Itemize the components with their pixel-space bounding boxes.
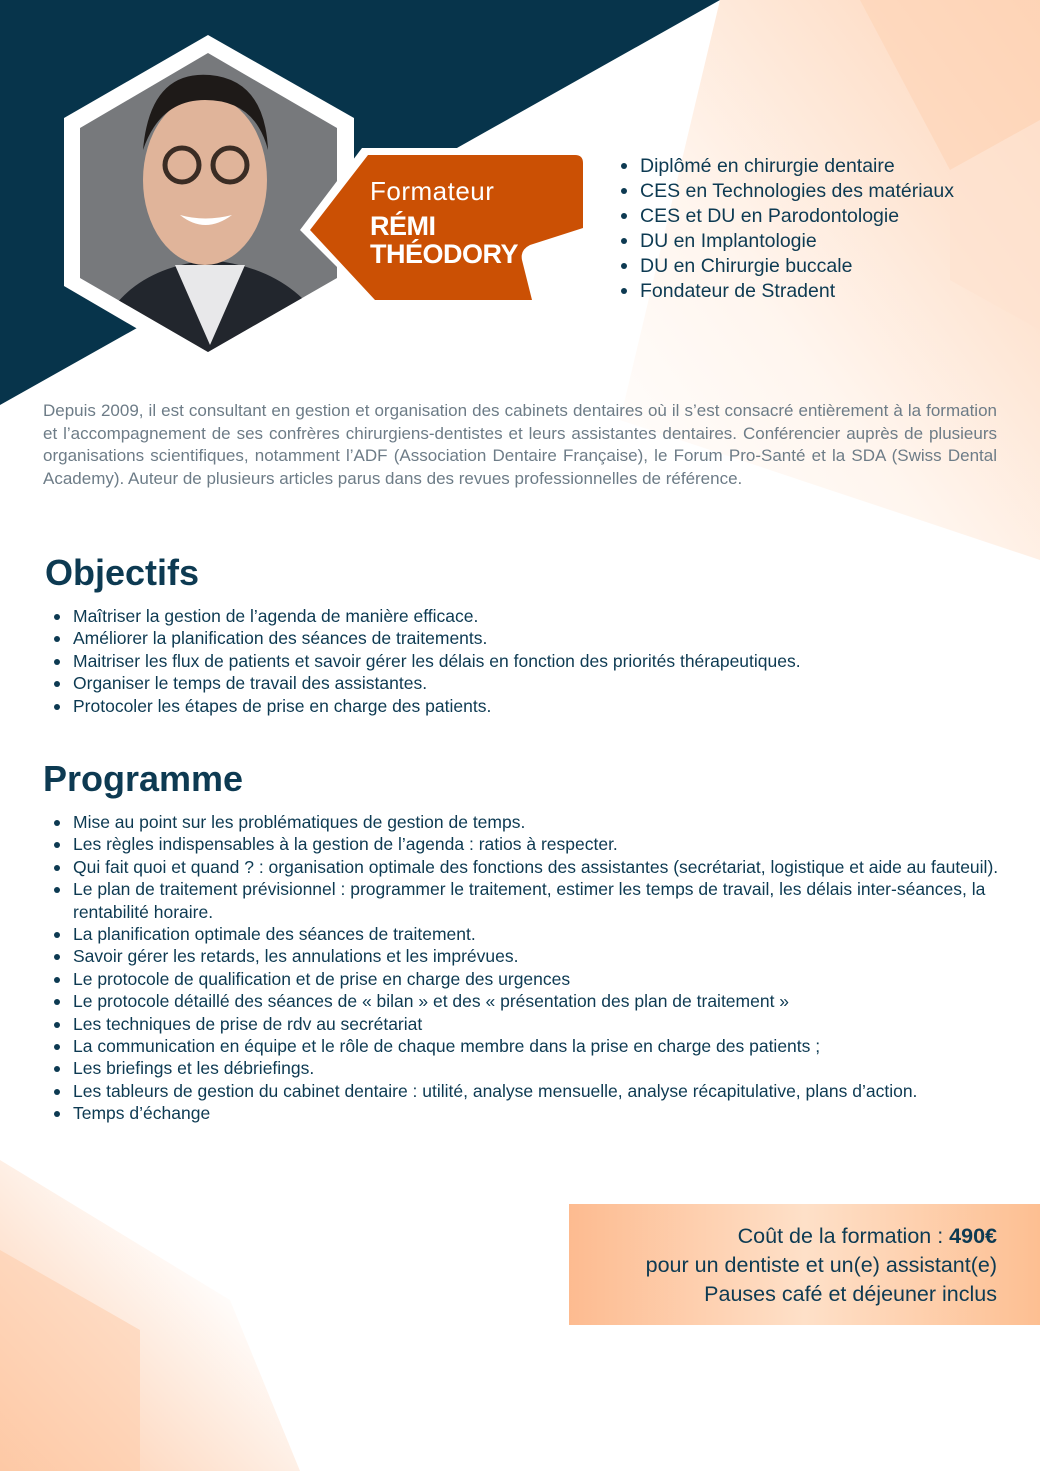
list-item: Le plan de traitement prévisionnel : programmer le traitement, estimer les temps de travail, les délais inter-séances, la rentabilité horaire.: [45, 878, 1015, 923]
objectives-list: [45, 605, 1015, 717]
list-item: Maitriser les flux de patients et savoir gérer les délais en fonction des priorités thérapeutiques.: [45, 650, 1015, 672]
list-item: Les techniques de prise de rdv au secrétariat: [45, 1013, 1015, 1035]
cost-inclusions: Pauses café et déjeuner inclus: [704, 1282, 997, 1306]
list-item: Mise au point sur les problématiques de gestion de temps.: [45, 811, 1015, 833]
list-item: Protocoler les étapes de prise en charge des patients.: [45, 695, 1015, 717]
cost-price: 490€: [949, 1224, 997, 1248]
list-item: CES en Technologies des matériaux: [612, 179, 954, 204]
list-item: Les règles indispensables à la gestion de l’agenda : ratios à respecter.: [45, 833, 1015, 855]
list-item: Les tableurs de gestion du cabinet dentaire : utilité, analyse mensuelle, analyse récapitulative, plans d’action.: [45, 1080, 1015, 1102]
program-heading: Programme: [43, 758, 244, 799]
list-item: Diplômé en chirurgie dentaire: [612, 154, 954, 179]
objectives-heading: Objectifs: [45, 552, 200, 593]
cost-label: Coût de la formation :: [737, 1224, 950, 1248]
trainer-label: Formateur: [370, 176, 495, 206]
trainer-name: [370, 212, 518, 268]
program-list: [45, 811, 1015, 1125]
list-item: Temps d’échange: [45, 1102, 1015, 1124]
list-item: DU en Chirurgie buccale: [612, 254, 954, 279]
trainer-bio: Depuis 2009, il est consultant en gestion et organisation des cabinets dentaires où il s’est consacré entièrement à la formation et l’accompagnement de ses confrères chirurgiens-dentistes et leurs assistantes dentaires. Conférencier auprès de plusieurs organisations scientifiques, notamment l’ADF (Association Dentaire Française), le Forum Pro-Santé et la SDA (Swiss Dental Academy). Auteur de plusieurs articles parus dans des revues professionnelles de référence.: [43, 401, 997, 488]
diploma-list: [612, 154, 954, 304]
list-item: La planification optimale des séances de traitement.: [45, 923, 1015, 945]
list-item: Qui fait quoi et quand ? : organisation optimale des fonctions des assistantes (secrétariat, logistique et aide au fauteuil).: [45, 856, 1015, 878]
trainer-last-name: THÉODORY: [370, 239, 519, 269]
cost-audience: pour un dentiste et un(e) assistant(e): [645, 1253, 997, 1277]
list-item: Fondateur de Stradent: [612, 279, 954, 304]
list-item: CES et DU en Parodontologie: [612, 204, 954, 229]
list-item: Organiser le temps de travail des assistantes.: [45, 672, 1015, 694]
list-item: Améliorer la planification des séances de traitements.: [45, 627, 1015, 649]
list-item: La communication en équipe et le rôle de chaque membre dans la prise en charge des patients ;: [45, 1035, 1015, 1057]
list-item: DU en Implantologie: [612, 229, 954, 254]
cost-box: [569, 1204, 1040, 1325]
list-item: Maîtriser la gestion de l’agenda de manière efficace.: [45, 605, 1015, 627]
list-item: Le protocole de qualification et de prise en charge des urgences: [45, 968, 1015, 990]
list-item: Le protocole détaillé des séances de « bilan » et des « présentation des plan de traitement »: [45, 990, 1015, 1012]
list-item: Les briefings et les débriefings.: [45, 1057, 1015, 1079]
trainer-first-name: RÉMI: [370, 211, 436, 241]
list-item: Savoir gérer les retards, les annulations et les imprévues.: [45, 945, 1015, 967]
cost-line: [569, 1222, 997, 1251]
